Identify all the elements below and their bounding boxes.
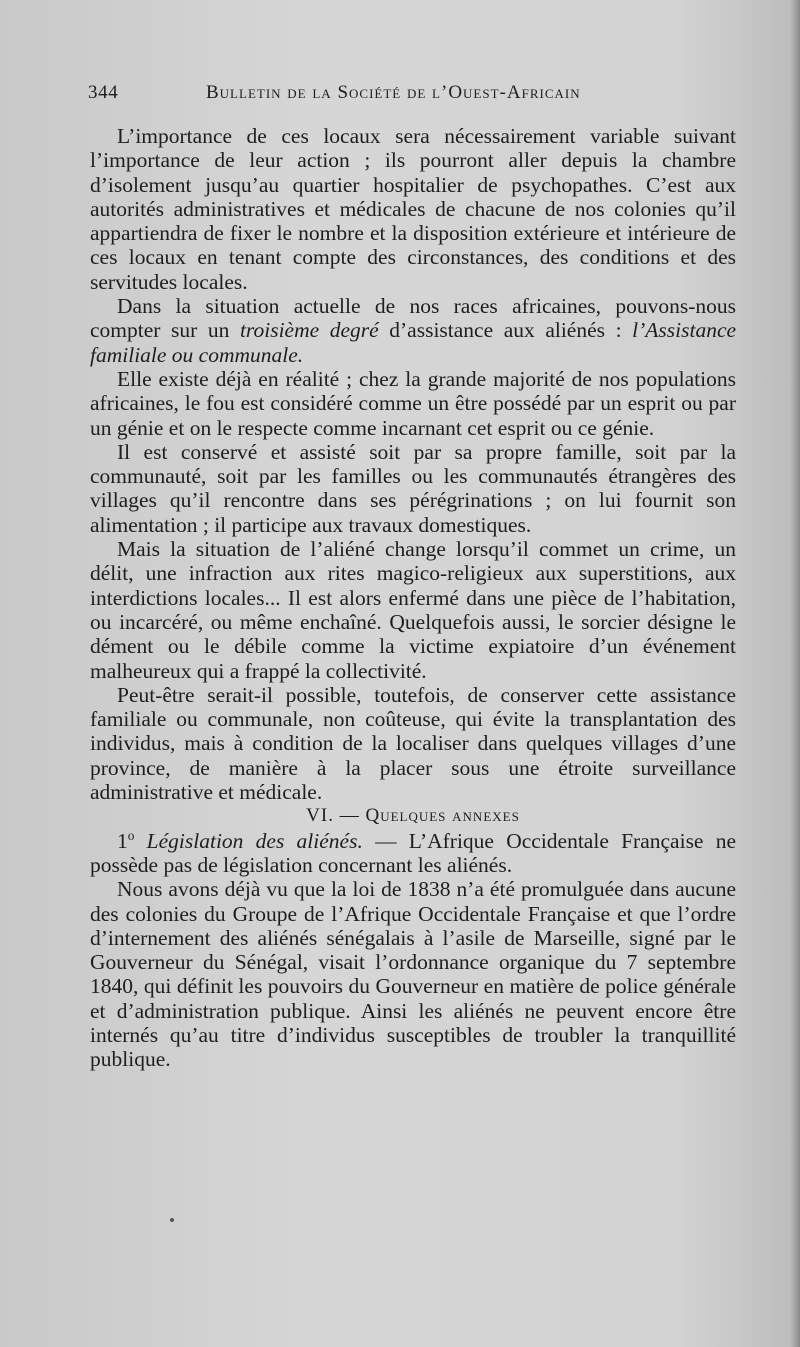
paragraph-8: Nous avons déjà vu que la loi de 1838 n’a été promulguée dans aucune des colonies du Groupe de l’Afrique Occidentale Française et que l’ordre d’internement des aliénés sénégalais à l’asile de Marseille, signé par le Gouverneur du Sénégal, visait l’ordonnance organique du 7 septembre 1840, qui définit les pouvoirs du Gouverneur en matière de police générale et d’administration publique. Ainsi les aliénés ne peuvent encore être internés qu’au titre d’individus susceptibles de troubler la tranquillité publique. xyxy=(90,877,736,1072)
paragraph-7-emphasis: Législation des aliénés. xyxy=(146,828,363,853)
paragraph-2-emphasis-2: l’Assistance familiale ou communale. xyxy=(90,318,737,367)
paragraph-2-emphasis-1: troisième degré xyxy=(239,318,379,343)
running-title: Bulletin de la Société de l’Ouest-Africain xyxy=(206,82,581,103)
paragraph-7 xyxy=(90,829,736,878)
paragraph-4: Il est conservé et assisté soit par sa propre famille, soit par la communauté, soit par les familles ou les communautés étrangères des villages qu’il rencontre dans ses pérégrinations ; on lui fournit son alimentation ; il participe aux travaux domestiques. xyxy=(90,439,736,537)
paragraph-2 xyxy=(90,294,736,367)
body-text xyxy=(90,124,736,1072)
paragraph-3: Elle existe déjà en réalité ; chez la grande majorité de nos populations africaines, le fou est considéré comme un être possédé par un esprit ou par un génie et on le respecte comme incarnant cet esprit ou ce génie. xyxy=(90,366,736,440)
paragraph-2-mid: d’assistance aux aliénés : xyxy=(389,318,622,343)
scan-speck xyxy=(170,1218,174,1222)
paragraph-5: Mais la situation de l’aliéné change lorsqu’il commet un crime, un délit, une infraction aux rites magico-religieux aux superstitions, aux interdictions locales... Il est alors enfermé dans une pièce de l’habitation, ou incarcéré, ou même enchaîné. Quelquefois aussi, le sorcier désigne le dément ou le débile comme la victime expiatoire d’un événement malheureux qui a frappé la collectivité. xyxy=(90,537,736,683)
section-heading xyxy=(90,804,736,828)
paragraph-1: L’importance de ces locaux sera nécessairement variable suivant l’importance de leur action ; ils pourront aller depuis la chambre d’isolement jusqu’au quartier hospitalier de psychopathes. C’est aux autorités administratives et médicales de chacune de nos colonies qu’il appartiendra de fixer le nombre et la disposition extérieure et intérieure de ces locaux en tenant compte des circonstances, des conditions et des servitudes locales. xyxy=(90,124,736,294)
paragraph-2-start: Dans la situation actuelle de nos races africaines, pouvons-nous compter sur un xyxy=(90,294,736,343)
paragraph-6: Peut-être serait-il possible, toutefois, de conserver cette assistance familiale ou communale, non coûteuse, qui évite la transplantation des individus, mais à condition de la localiser dans quelques villages d’une province, de manière à la placer sous une étroite surveillance administrative et médicale. xyxy=(90,682,736,805)
section-numeral: VI. — xyxy=(306,805,360,827)
page-edge-shadow xyxy=(790,0,800,1347)
paragraph-7-ordinal: o xyxy=(127,827,135,843)
paragraph-7-rest: — L’Afrique Occidentale Française ne possède pas de législation concernant les aliénés. xyxy=(90,828,737,877)
paragraph-7-number: 1 xyxy=(117,828,128,853)
section-title: Quelques annexes xyxy=(365,805,520,827)
page-number: 344 xyxy=(88,82,119,103)
